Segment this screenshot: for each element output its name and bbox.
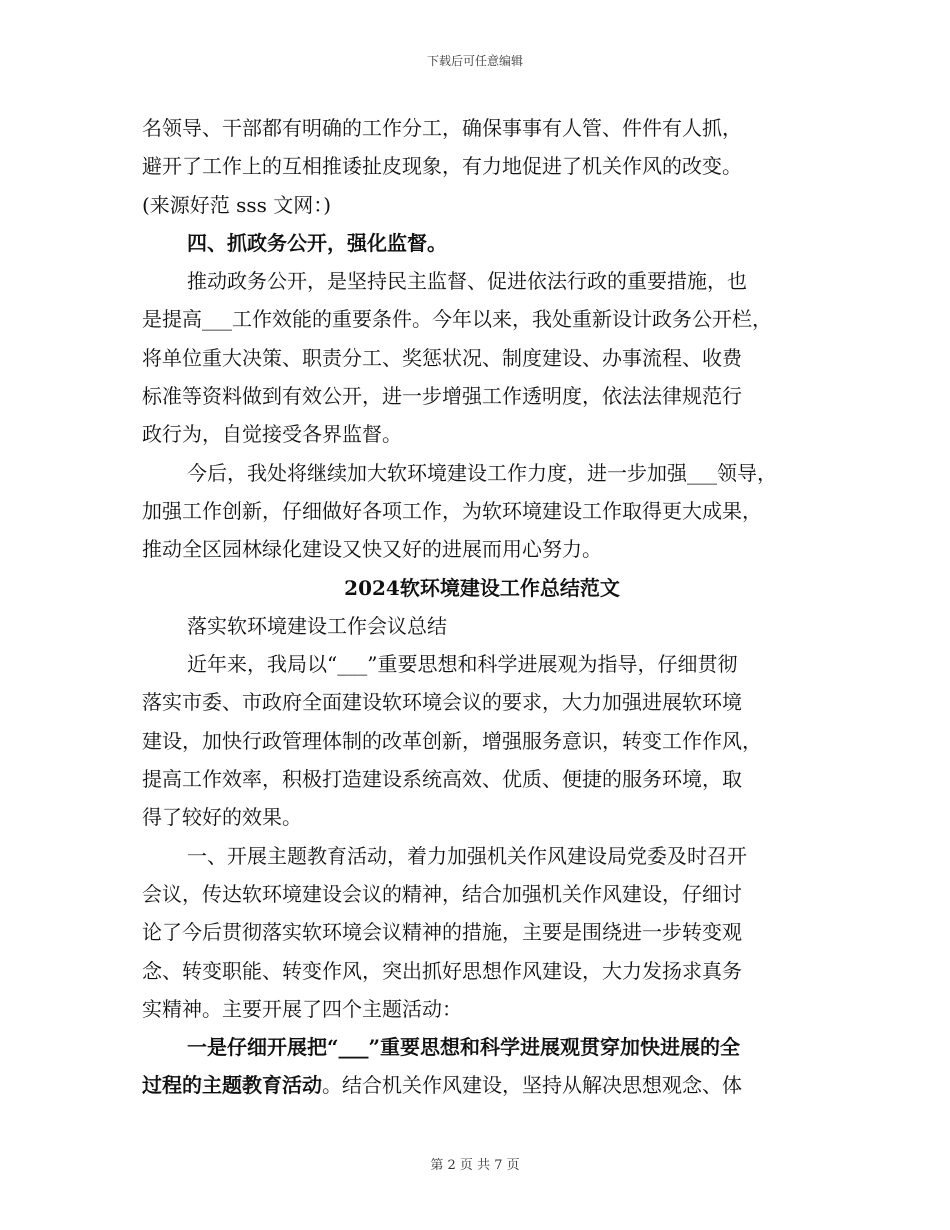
- text-line: 论了今后贯彻落实软环境会议精神的措施，主要是围绕进一步转变观: [142, 920, 742, 945]
- subtitle-line: 落实软环境建设工作会议总结: [187, 613, 447, 638]
- page-footer: 第 2 页 共 7 页: [430, 1158, 520, 1173]
- paragraph-start: 近年来，我局以“___”重要思想和科学进展观为指导，仔细贯彻: [187, 652, 738, 677]
- document-body: [142, 109, 822, 1105]
- text-line: 将单位重大决策、职责分工、奖惩状况、制度建设、办事流程、收费: [142, 345, 742, 370]
- text-line: 避开了工作上的互相推诿扯皮现象，有力地促进了机关作风的改变。: [142, 154, 742, 179]
- paragraph-start: 推动政务公开，是坚持民主监督、促进依法行政的重要措施，也: [187, 269, 747, 294]
- document-title: 2024软环境建设工作总结范文: [344, 575, 620, 600]
- text-line: 实精神。主要开展了四个主题活动：: [142, 996, 462, 1021]
- page-header: 下载后可任意编辑: [426, 54, 523, 68]
- text-line: 名领导、干部都有明确的工作分工，确保事事有人管、件件有人抓，: [142, 116, 742, 140]
- normal-phrase: 。结合机关作风建设，坚持从解决思想观念、体: [322, 1073, 742, 1098]
- text-line: 落实市委、市政府全面建设软环境会议的要求，大力加强进展软环境: [142, 690, 742, 715]
- text-line: 推动全区园林绿化建设又快又好的进展而用心努力。: [142, 537, 602, 562]
- text-line: 建设，加快行政管理体制的改革创新，增强服务意识，转变工作作风，: [142, 728, 762, 753]
- text-line: 得了较好的效果。: [142, 805, 302, 830]
- text-line: 政行为，自觉接受各界监督。: [142, 422, 402, 447]
- text-line: 会议，传达软环境建设会议的精神，结合加强机关作风建设，仔细讨: [142, 881, 742, 906]
- text-line: 念、转变职能、转变作风，突出抓好思想作风建设，大力发扬求真务: [142, 958, 742, 983]
- text-line: 是提高___工作效能的重要条件。今年以来，我处重新设计政务公开栏，: [142, 307, 772, 332]
- text-line: 标准等资料做到有效公开，进一步增强工作透明度，依法法律规范行: [142, 384, 742, 409]
- text-line: 提高工作效率，积极打造建设系统高效、优质、便捷的服务环境，取: [142, 767, 742, 792]
- bold-phrase: 过程的主题教育活动: [142, 1073, 322, 1098]
- mixed-text-line: [142, 1066, 822, 1104]
- text-line: 加强工作创新，仔细做好各项工作，为软环境建设工作取得更大成果，: [142, 498, 762, 523]
- paragraph-start: 今后，我处将继续加大软环境建设工作力度，进一步加强___领导，: [187, 460, 777, 485]
- text-line: (来源好范 sss 文网：): [142, 192, 332, 217]
- section-heading: 四、抓政务公开，强化监督。: [187, 230, 447, 255]
- paragraph-start: 一、开展主题教育活动，着力加强机关作风建设局党委及时召开: [187, 843, 747, 868]
- bold-paragraph-start: 一是仔细开展把“___”重要思想和科学进展观贯穿加快进展的全: [187, 1035, 741, 1060]
